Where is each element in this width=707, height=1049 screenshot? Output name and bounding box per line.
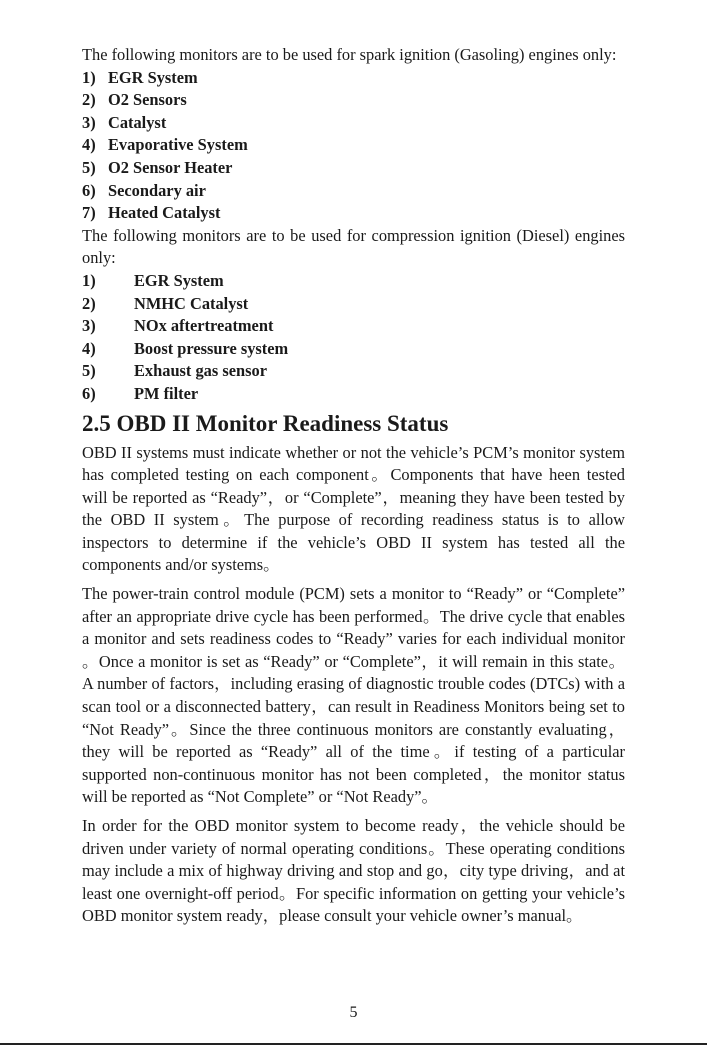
bottom-divider: [0, 1043, 707, 1045]
list-label: Evaporative System: [108, 135, 248, 155]
list-label: PM filter: [134, 383, 199, 403]
list-number: 4): [82, 135, 96, 155]
list-item: [82, 293, 625, 316]
list-number: 5): [82, 361, 96, 381]
list-number: 7): [82, 203, 96, 223]
list-number: 6): [82, 180, 96, 200]
list-number: 1): [82, 270, 96, 290]
list-item: [82, 383, 625, 406]
page-content: [82, 44, 625, 928]
list-label: Boost pressure system: [134, 338, 289, 358]
list-item: [82, 180, 625, 203]
list-number: 2): [82, 90, 96, 110]
gasoline-intro: The following monitors are to be used for spark ignition (Gasoling) engines only:: [82, 45, 617, 64]
list-item: [82, 112, 625, 135]
list-label: EGR System: [108, 67, 198, 87]
list-label: EGR System: [134, 270, 224, 290]
list-item: [82, 338, 625, 361]
diesel-monitor-list: [82, 270, 625, 406]
list-number: 5): [82, 157, 96, 177]
list-item: [82, 270, 625, 293]
body-paragraph: The power-train control module (PCM) sets a monitor to “Ready” or “Complete” after an appropriate drive cycle has been performed。The drive cycle that enables a monitor and sets readiness codes to “Ready” varies for each individual monitor 。Once a monitor is set as “Ready” or “Complete”，it will remain in this state。A number of factors，including erasing of diagnostic trouble codes (DTCs) with a scan tool or a disconnected battery，can result in Readiness Monitors being set to “Not Ready”。Since the three continuous monitors are constantly evaluating，they will be reported as “Ready” all of the time。if testing of a particular supported non-continuous monitor has not been completed，the monitor status will be reported as “Not Complete” or “Not Ready”。: [82, 584, 625, 807]
section-title: 2.5 OBD II Monitor Readiness Status: [82, 410, 449, 436]
list-label: Exhaust gas sensor: [134, 361, 267, 381]
list-number: 4): [82, 338, 96, 358]
list-label: NOx aftertreatment: [134, 316, 274, 336]
list-item: [82, 134, 625, 157]
diesel-intro: The following monitors are to be used for compression ignition (Diesel) engines only:: [82, 225, 625, 268]
list-number: 3): [82, 112, 96, 132]
list-label: Catalyst: [108, 112, 167, 132]
gasoline-monitor-list: [82, 67, 625, 225]
list-number: 1): [82, 67, 96, 87]
list-item: [82, 360, 625, 383]
list-item: [82, 315, 625, 338]
list-number: 6): [82, 383, 96, 403]
list-item: [82, 67, 625, 90]
list-label: O2 Sensors: [108, 90, 187, 110]
list-item: [82, 89, 625, 112]
list-label: Secondary air: [108, 180, 206, 200]
list-item: [82, 202, 625, 225]
list-number: 2): [82, 293, 96, 313]
body-paragraph: OBD II systems must indicate whether or not the vehicle’s PCM’s monitor system has completed testing on each component。Components that have heen tested will be reported as “Ready”，or “Complete”，meaning they have been tested by the OBD II system。The purpose of recording readiness status is to allow inspectors to determine if the vehicle’s OBD II system has tested all the components and/or systems。: [82, 442, 625, 575]
body-paragraph: In order for the OBD monitor system to become ready，the vehicle should be driven under variety of normal operating conditions。These operating conditions may include a mix of highway driving and stop and go，city type driving，and at least one overnight-off period。For specific information on getting your vehicle’s OBD monitor system ready，please consult your vehicle owner’s manual。: [82, 816, 625, 926]
list-label: O2 Sensor Heater: [108, 157, 233, 177]
page-number: 5: [349, 1004, 358, 1021]
list-label: NMHC Catalyst: [134, 293, 249, 313]
list-label: Heated Catalyst: [108, 203, 221, 223]
list-number: 3): [82, 316, 96, 336]
list-item: [82, 157, 625, 180]
